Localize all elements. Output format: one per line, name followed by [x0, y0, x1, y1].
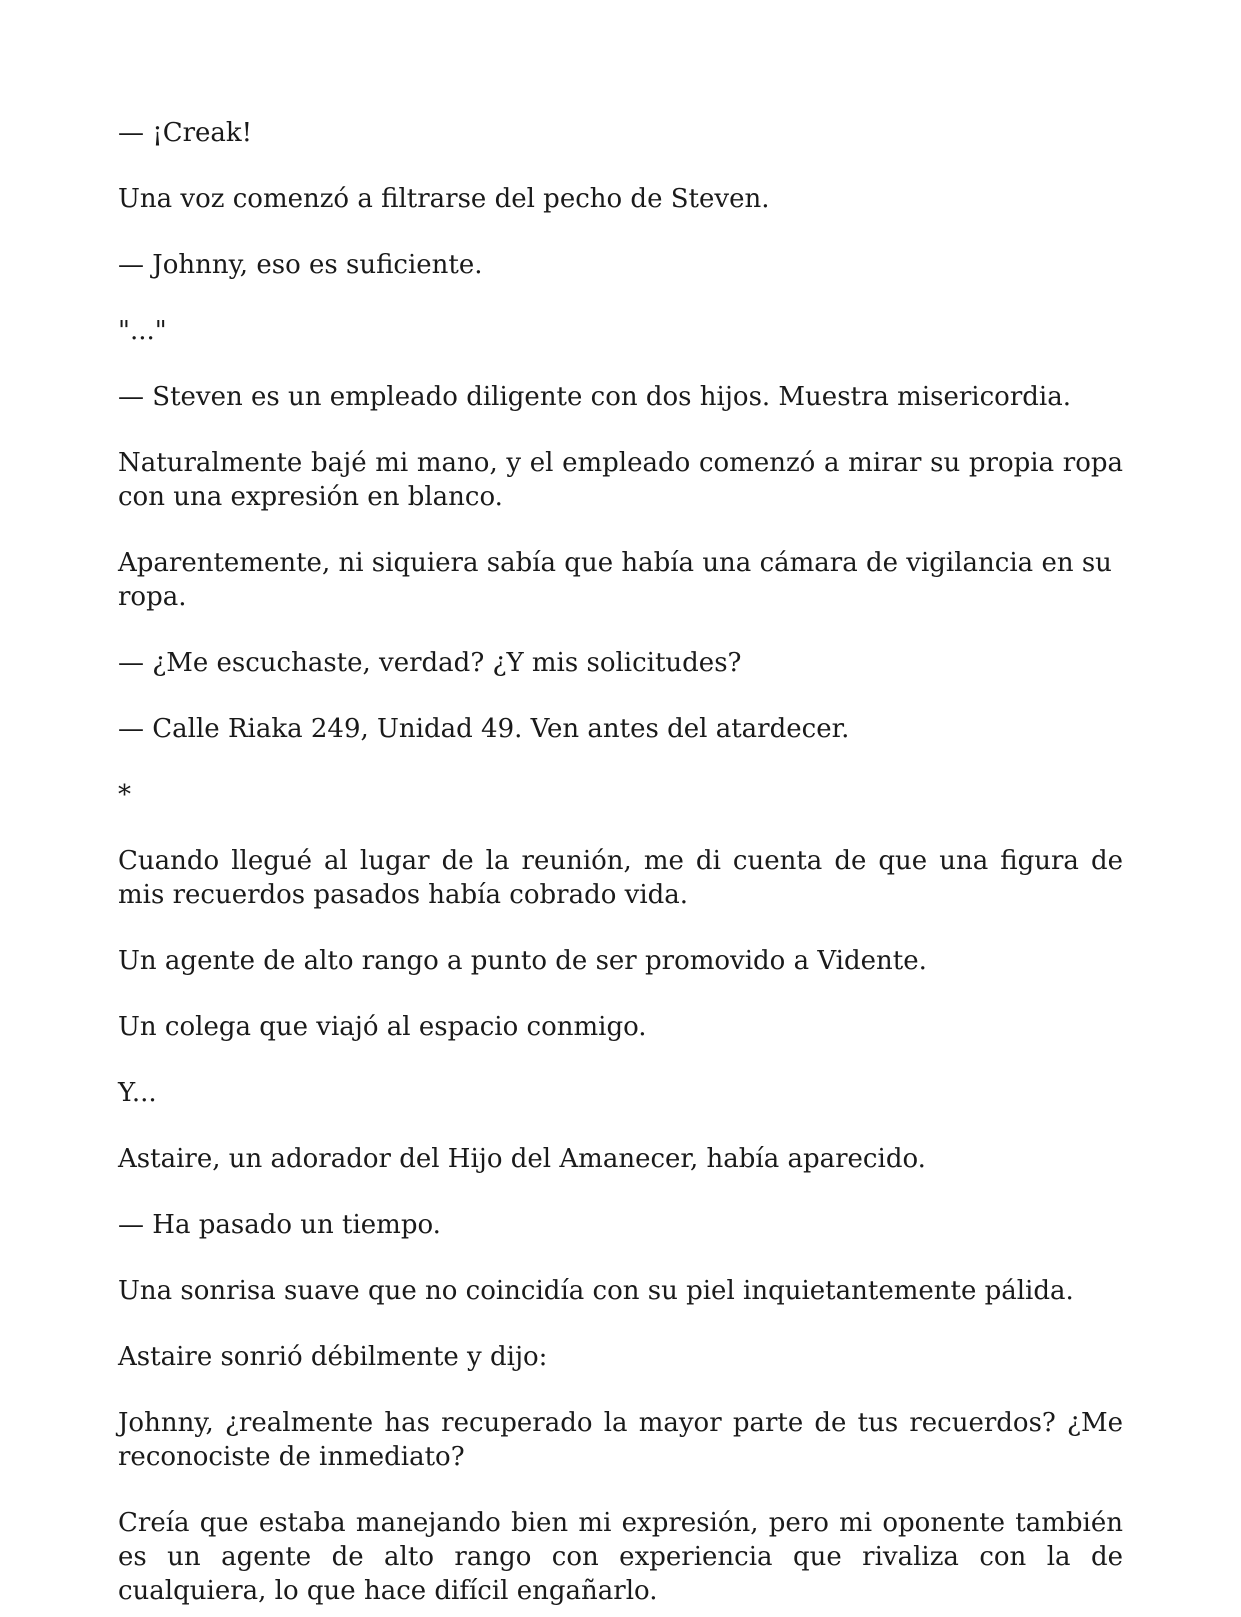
paragraph-11: Cuando llegué al lugar de la reunión, me di cuenta de que una figura de mis recuerdos pasados había cobrado vida. — [118, 846, 1123, 910]
paragraph-20: Creía que estaba manejando bien mi expresión, pero mi oponente también es un agente de alto rango con experiencia que rivaliza con la de cualquiera, lo que hace difícil engañarlo. — [118, 1508, 1123, 1606]
paragraph-16: — Ha pasado un tiempo. — [118, 1210, 441, 1240]
paragraph-5: — Steven es un empleado diligente con dos hijos. Muestra misericordia. — [118, 382, 1071, 412]
paragraph-3: — Johnny, eso es suficiente. — [118, 250, 483, 280]
paragraph-18: Astaire sonrió débilmente y dijo: — [118, 1342, 548, 1372]
section-break: * — [118, 780, 131, 810]
paragraph-4: "..." — [118, 316, 167, 346]
paragraph-8: — ¿Me escuchaste, verdad? ¿Y mis solicitudes? — [118, 648, 742, 678]
paragraph-19: Johnny, ¿realmente has recuperado la mayor parte de tus recuerdos? ¿Me reconociste de inmediato? — [118, 1408, 1123, 1472]
paragraph-13: Un colega que viajó al espacio conmigo. — [118, 1012, 647, 1042]
paragraph-15: Astaire, un adorador del Hijo del Amanecer, había aparecido. — [118, 1144, 926, 1174]
paragraph-2: Una voz comenzó a filtrarse del pecho de Steven. — [118, 184, 770, 214]
paragraph-7: Aparentemente, ni siquiera sabía que había una cámara de vigilancia en su ropa. — [118, 548, 1112, 612]
paragraph-14: Y... — [118, 1078, 157, 1108]
paragraph-1: — ¡Creak! — [118, 118, 253, 148]
paragraph-17: Una sonrisa suave que no coincidía con su piel inquietantemente pálida. — [118, 1276, 1074, 1306]
paragraph-12: Un agente de alto rango a punto de ser promovido a Vidente. — [118, 946, 927, 976]
document-body — [118, 116, 1123, 1617]
paragraph-6: Naturalmente bajé mi mano, y el empleado comenzó a mirar su propia ropa con una expresión en blanco. — [118, 448, 1123, 512]
paragraph-9: — Calle Riaka 249, Unidad 49. Ven antes del atardecer. — [118, 714, 850, 744]
